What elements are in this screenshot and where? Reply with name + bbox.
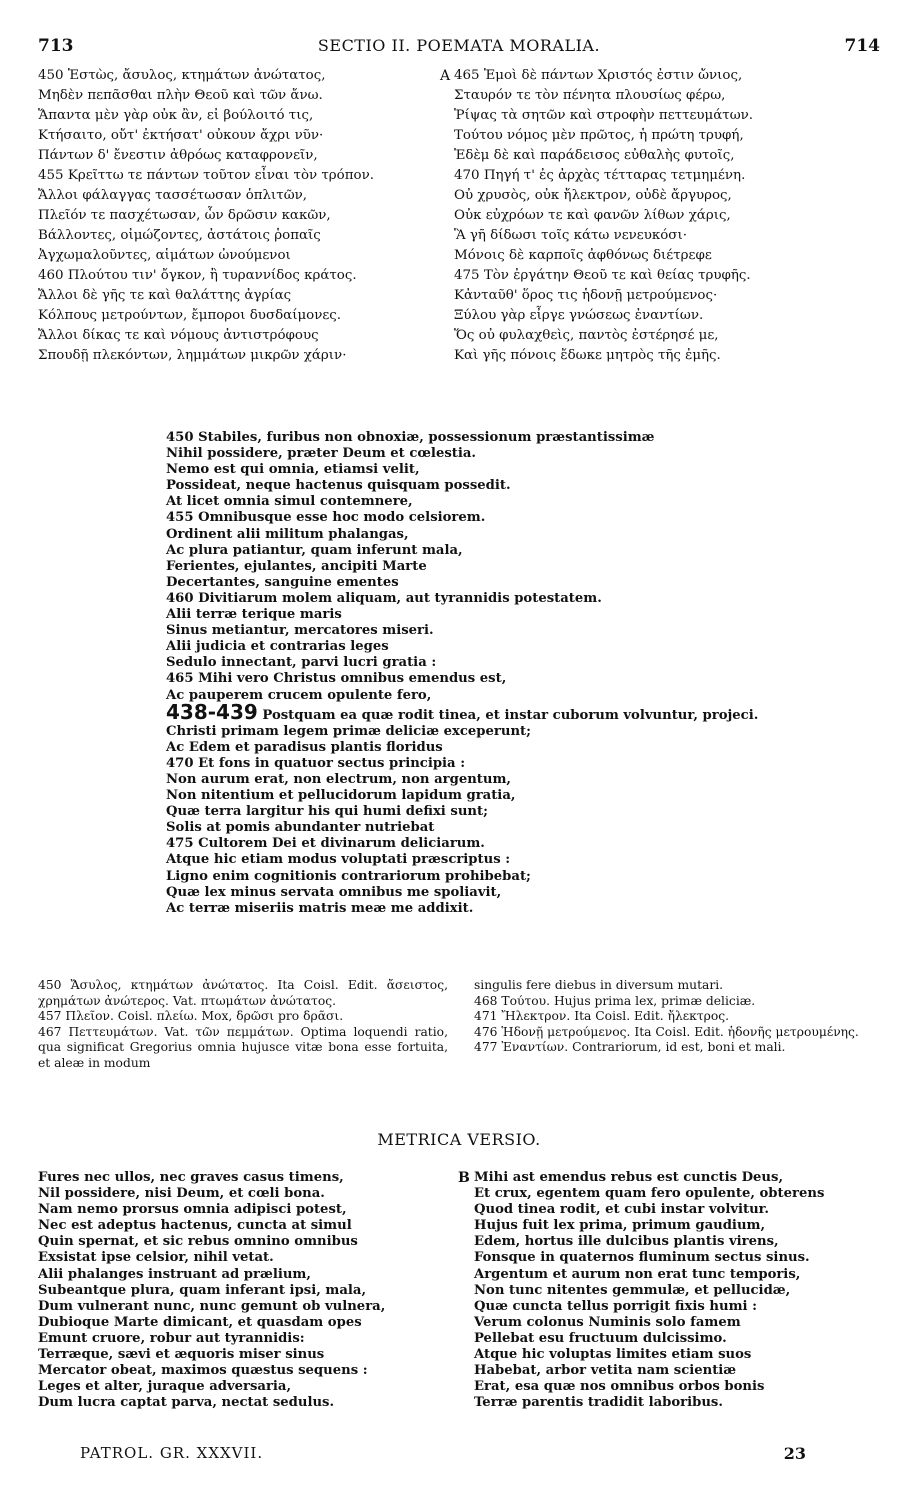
verse-line: Leges et alter, juraque adversaria, [38,1379,292,1395]
verse-line: 475 Τὸν ἐργάτην Θεοῦ τε καὶ θείας τρυφῆς. [454,268,751,283]
verse-line: Ordinent alii militum phalangas, [166,526,409,542]
verse-line: Subeantque plura, quam inferant ipsi, mala, [38,1282,367,1298]
verse-line: Quin spernat, et sic rebus omnino omnibus [38,1234,358,1250]
verse-line: Nemo est qui omnia, etiamsi velit, [166,462,420,478]
section-title: SECTIO II. POEMATA MORALIA. [317,36,601,55]
footnote: 468 Τούτου. Hujus prima lex, primæ deliciæ. [474,993,756,1008]
verse-line: Quæ terra largitur his qui humi defixi sunt; [166,804,488,820]
verse-line: Argentum et aurum non erat tunc temporis, [474,1266,801,1282]
verse-line: Non nitentium et pellucidorum lapidum gratia, [166,788,516,804]
latin-translation [166,430,866,917]
verse-line: Dum vulnerant nunc, nunc gemunt ob vulnera, [38,1298,386,1314]
verse-line: 460 Πλούτου τιν' ὄγκον, ἢ τυραννίδος κράτος. [38,268,357,283]
footnote: 467 Πεττευμάτων. Vat. τῶν πεμμάτων. Optima loquendi ratio, qua significat Gregorius omnia hujusce vitæ bona esse fortuita, et aleæ in modum [38,1024,448,1070]
verse-line: Ac Edem et paradisus plantis floridus [166,739,443,755]
verse-line: Emunt cruore, robur aut tyrannidis: [38,1330,305,1346]
verse-line: Dubioque Marte dimicant, et quasdam opes [38,1314,362,1330]
verse-line: Ῥίψας τὰ σητῶν καὶ στροφὴν πεττευμάτων. [454,108,754,123]
verse-line: Quæ lex minus servata omnibus me spoliavit, [166,884,502,900]
verse-line: Edem, hortus ille dulcibus plantis virens, [474,1234,779,1250]
verse-line: 465 Mihi vero Christus omnibus emendus est, [166,671,507,687]
verse-line: Atque hic etiam modus voluptati præscriptus : [166,852,511,868]
verse-line: 455 Κρεῖττω τε πάντων τοῦτον εἶναι τὸν τρόπον. [38,168,375,183]
verse-line: Nihil possidere, præter Deum et cœlestia. [166,446,476,462]
verse-line: 465 Ἐμοὶ δὲ πάντων Χριστός ἐστιν ὤνιος, [454,68,743,83]
page-number-left: 713 [38,36,74,56]
verse-line: Nam nemo prorsus omnia adipisci potest, [38,1202,347,1218]
verse-line: Κἀνταῦθ' ὅρος τις ἡδονῇ μετρούμενος· [454,288,718,303]
verse-line: Ἐδὲμ δὲ καὶ παράδεισος εὐθαλὴς φυτοῖς, [454,148,735,163]
verse-line: Alii phalanges instruant ad prælium, [38,1266,311,1282]
verse-line: Μόνοις δὲ καρποῖς ἀφθόνως διέτρεφε [454,248,712,263]
verse-line: Verum colonus Numinis solo famem [474,1314,741,1330]
footnote: 450 Ἄσυλος, κτημάτων ἀνώτατος. Ita Coisl. Edit. ἄσειστος, χρημάτων ἀνώτερος. Vat. πτωμάτων ἀνώτατος. [38,978,448,1008]
verse-line: Πάντων δ' ἔνεστιν ἀθρόως καταφρονεῖν, [38,148,318,163]
verse-line: Ἄλλοι δὲ γῆς τε καὶ θαλάττης ἀγρίας [38,288,292,303]
footnote: 457 Πλεῖον. Coisl. πλείω. Mox, δρῶσι pro δρᾶσι. [38,1009,344,1024]
verse-line: Non tunc nitentes gemmulæ, et pellucidæ, [474,1282,791,1298]
verse-line: Μηδὲν πεπᾶσθαι πλὴν Θεοῦ καὶ τῶν ἄνω. [38,88,323,103]
footer-source: PATROL. GR. XXXVII. [80,1444,264,1462]
notes-right [474,978,884,1056]
footnote: 476 Ἡδονῇ μετρούμενος. Ita Coisl. Edit. ἡδονῆς μετρουμένης. [474,1024,859,1039]
verse-line: Σπουδῇ πλεκόντων, λημμάτων μικρῶν χάριν· [38,348,347,363]
verse-line: Solis at pomis abundanter nutriebat [166,820,435,836]
greek-column-left [38,66,438,366]
verse-line: Κτήσαιτο, οὔτ' ἐκτήσατ' οὐκουν ἄχρι νῦν· [38,128,324,143]
metrica-column-left [38,1170,458,1411]
verse-line: Quæ cuncta tellus porrigit fixis humi : [474,1298,758,1314]
verse-line: Ἄλλοι δίκας τε καὶ νόμους ἀντιστρόφους [38,328,319,343]
verse-line: Ac terræ miseriis matris meæ me addixit. [166,900,474,916]
verse-line: Nec est adeptus hactenus, cuncta at simul [38,1218,352,1234]
verse-line: Ferientes, ejulantes, ancipiti Marte [166,558,427,574]
verse-line: Atque hic voluptas limites etiam suos [474,1347,752,1363]
verse-line: Ac plura patiantur, quam inferunt mala, [166,542,463,558]
marker-line-text: Postquam ea quæ rodit tinea, et instar cuborum volvuntur, projeci. [257,707,759,723]
verse-line: Ἀγχωμαλοῦντες, αἱμάτων ὠνούμενοι [38,248,291,263]
verse-line: Alii terræ terique maris [166,607,342,623]
verse-line: Κόλπους μετρούντων, ἔμποροι δυσδαίμονες. [38,308,342,323]
verse-line: Dum lucra captat parva, nectat sedulus. [38,1395,335,1411]
verse-line: Mercator obeat, maximos quæstus sequens : [38,1363,368,1379]
verse-line: Et crux, egentem quam fero opulente, obterens [474,1186,825,1202]
greek-column-right [440,66,884,366]
verse-line: Non aurum erat, non electrum, non argentum, [166,771,512,787]
verse-line: Terræque, sævi et æquoris miser sinus [38,1347,325,1363]
verse-line: Habebat, arbor vetita nam scientiæ [474,1363,737,1379]
footnote: 471 Ἤλεκτρον. Ita Coisl. Edit. ἤλεκτρος. [474,1009,730,1024]
page-number-right: 714 [844,36,880,56]
metrica-column-right [458,1170,894,1411]
verse-line: 470 Πηγή τ' ἐς ἀρχὰς τέτταρας τετμημένη. [454,168,746,183]
verse-line: Quod tinea rodit, et cubi instar volvitur. [474,1202,770,1218]
verse-line: Alii judicia et contrarias leges [166,639,389,655]
verse-line: Ligno enim cognitionis contrariorum prohibebat; [166,868,531,884]
column-marker-a: A [440,68,451,84]
verse-line: Ξύλου γὰρ εἶργε γνώσεως ἐναντίων. [454,308,704,323]
verse-line: Σταυρόν τε τὸν πένητα πλουσίως φέρω, [454,88,726,103]
verse-line: Decertantes, sanguine ementes [166,574,399,590]
verse-line: At licet omnia simul contemnere, [166,494,413,510]
verse-line: Οὐ χρυσὸς, οὐκ ἤλεκτρον, οὐδὲ ἄργυρος, [454,188,732,203]
verse-line: Terræ parentis tradidit laboribus. [474,1395,723,1411]
verse-line: Ἄλλοι φάλαγγας τασσέτωσαν ὁπλιτῶν, [38,188,308,203]
verse-line: Fures nec ullos, nec graves casus timens, [38,1170,344,1185]
metrica-title: METRICA VERSIO. [377,1130,541,1149]
verse-line: 450 Ἑστὼς, ἄσυλος, κτημάτων ἀνώτατος, [38,68,326,83]
notes-left [38,978,448,1072]
column-marker-b: B [458,1170,470,1186]
marker-line [166,699,866,724]
verse-line: Possideat, neque hactenus quisquam possedit. [166,478,511,494]
verse-line: Ac pauperem crucem opulente fero, [166,687,432,703]
verse-line: Οὐκ εὐχρόων τε καὶ φανῶν λίθων χάρις, [454,208,731,223]
verse-line: 455 Omnibusque esse hoc modo celsiorem. [166,510,486,526]
verse-line: Πλεῖόν τε πασχέτωσαν, ὧν δρῶσιν κακῶν, [38,208,331,223]
verse-line: Καὶ γῆς πόνοις ἔδωκε μητρὸς τῆς ἐμῆς. [454,348,721,363]
footnote: 477 Ἐναντίων. Contrariorum, id est, boni et mali. [474,1040,786,1055]
verse-line: Mihi ast emendus rebus est cunctis Deus, [474,1170,784,1185]
verse-line: Exsistat ipse celsior, nihil vetat. [38,1250,274,1266]
verse-line: 460 Divitiarum molem aliquam, aut tyrannidis potestatem. [166,590,602,606]
running-header [38,36,880,58]
verse-line: Ὅς οὐ φυλαχθεὶς, παντὸς ἐστέρησέ με, [454,328,719,343]
verse-line: Ἃ γῆ δίδωσι τοῖς κάτω νενευκόσι· [454,228,687,243]
verse-line: Fonsque in quaternos fluminum sectus sinus. [474,1250,810,1266]
footnote: singulis fere diebus in diversum mutari. [474,978,724,992]
verse-line: Erat, esa quæ nos omnibus orbos bonis [474,1379,765,1395]
verse-line: Pellebat esu fructuum dulcissimo. [474,1330,727,1346]
verse-line: Nil possidere, nisi Deum, et cœli bona. [38,1186,325,1202]
verse-line: Τούτου νόμος μὲν πρῶτος, ἡ πρώτη τρυφή, [454,128,744,143]
verse-line: Sinus metiantur, mercatores miseri. [166,623,434,639]
verse-line: Christi primam legem primæ deliciæ exceperunt; [166,723,532,739]
verse-line: 475 Cultorem Dei et divinarum deliciarum. [166,836,485,852]
verse-line: Βάλλοντες, οἰμώζοντες, ἀστάτοις ῥοπαῖς [38,228,321,243]
column-marker-438-439: 438-439 [166,699,258,724]
verse-line: Ἅπαντα μὲν γὰρ οὐκ ἂν, εἰ βούλοιτό τις, [38,108,314,123]
verse-line: Sedulo innectant, parvi lucri gratia : [166,655,437,671]
verse-line: Hujus fuit lex prima, primum gaudium, [474,1218,766,1234]
footer-signature: 23 [783,1444,806,1463]
verse-line: 450 Stabiles, furibus non obnoxiæ, possessionum præstantissimæ [166,430,655,445]
verse-line: 470 Et fons in quatuor sectus principia : [166,755,466,771]
